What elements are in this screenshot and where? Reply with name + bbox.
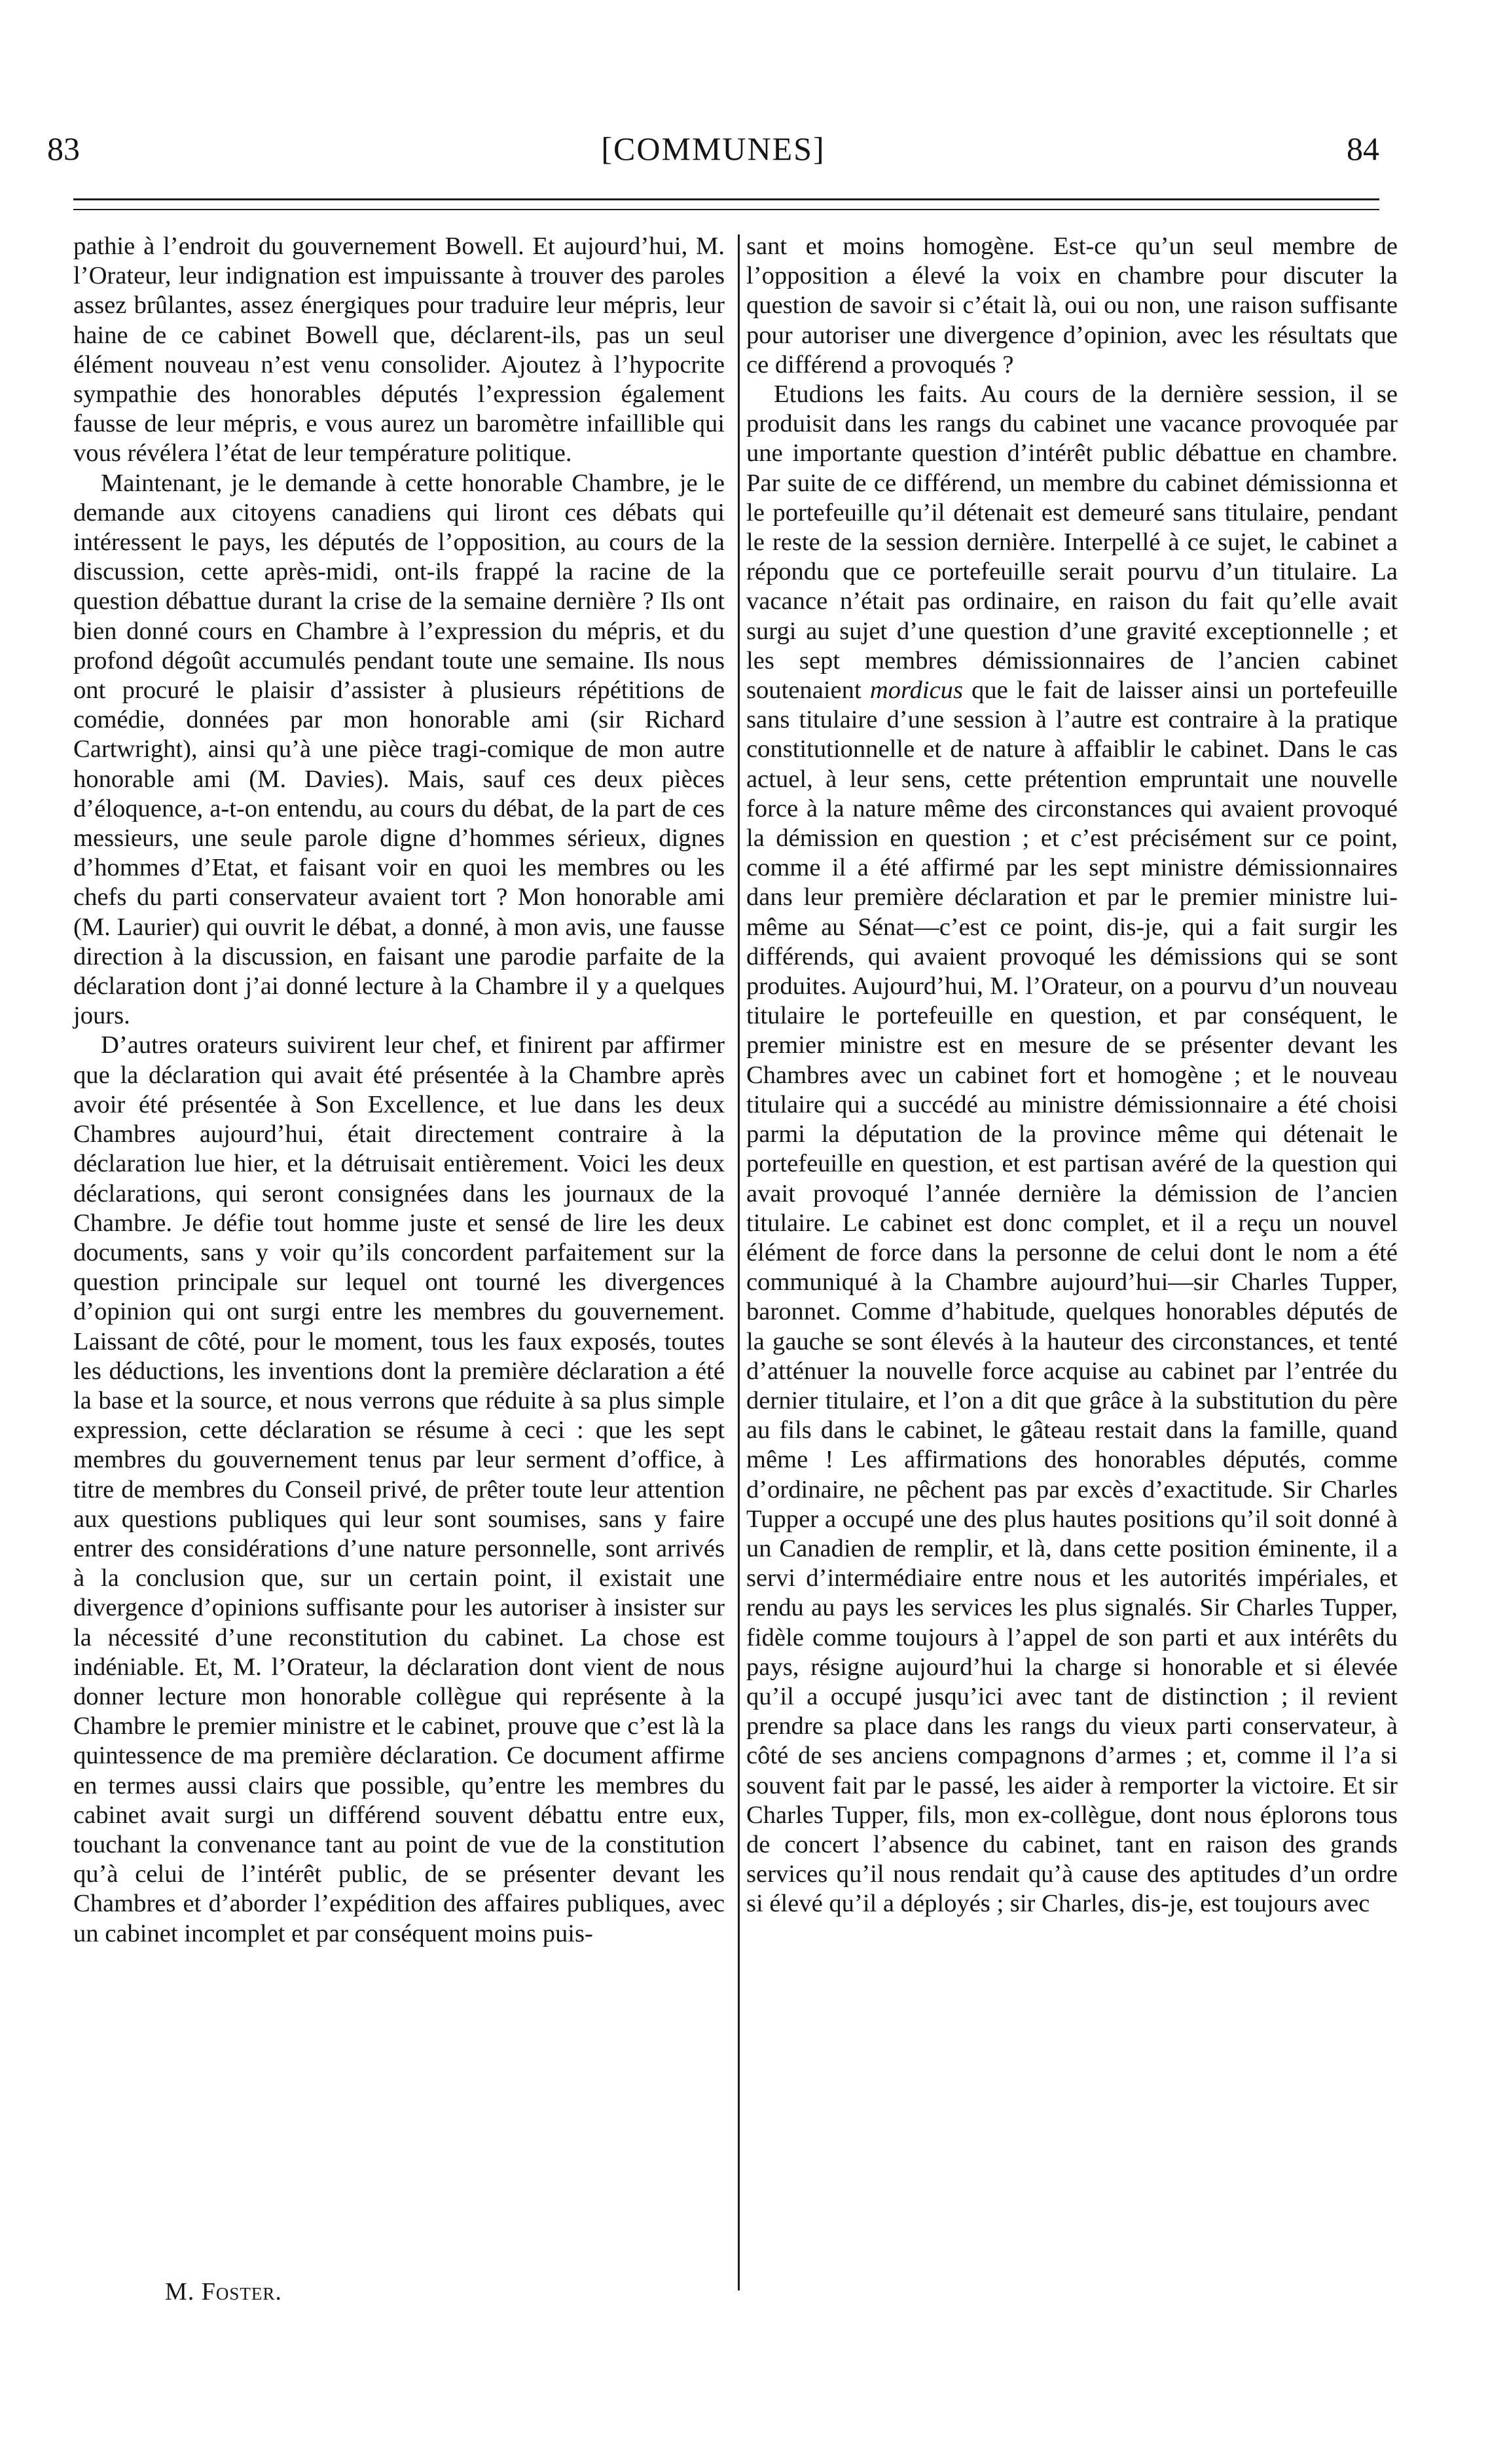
running-title: [COMMUNES] — [601, 130, 826, 167]
paragraph — [746, 380, 1398, 1919]
paragraph-text: que le fait de laisser ainsi un portefeuille sans titulaire d’une session à l’autre est contraire à la pratique constitutionnelle et de nature à affaiblir le cabinet. Dans le cas actuel, à leur sens, cette prétention empruntait une nouvelle force à la nature même des circonstances qui avaient provoqué la démission en question ; et c’est précisément sur ce point, comme il a été affirmé par les sept ministre démissionnaires dans leur première déclaration et par le premier ministre lui-même au Sénat—c’est ce point, dis-je, qui a fait surgir les différends, qui avaient provoqué les démissions qui se sont produites. Aujourd’hui, M. l’Orateur, on a pourvu d’un nouveau titulaire le portefeuille en question, et par conséquent, le premier ministre est en mesure de se présenter devant les Chambres avec un cabinet fort et homogène ; et le nouveau titulaire qui a succédé au ministre démissionnaire a été choisi parmi la députation de la province même qui détenait le portefeuille en question, et est partisan avéré de la question qui avait provoqué l’année dernière la démission de l’ancien titulaire. Le cabinet est donc complet, et il a reçu un nouvel élément de force dans la personne de celui dont le nom a été communiqué à la Chambre aujourd’hui—sir Charles Tupper, baronnet. Comme d’habitude, quelques honorables députés de la gauche se sont élevés à la hauteur des circonstances, et tenté d’atténuer la nouvelle force acquise au cabinet par l’entrée du dernier titulaire, et l’on a dit que grâce à la substitution du père au fils dans le cabinet, le gâteau restait dans la famille, quand même ! Les affirmations des honorables députés, comme d’ordinaire, ne pêchent pas par excès d’exactitude. Sir Charles Tupper a occupé une des plus hautes positions qu’il soit donné à un Canadien de remplir, et là, dans cette position éminente, il a servi d’intermédiaire entre nous et les autorités impériales, et rendu au pays les services les plus signalés. Sir Charles Tupper, fidèle comme toujours à l’appel de son parti et aux intérêts du pays, résigne aujourd’hui la charge si honorable et si élevée qu’il a occupé jusqu’ici avec tant de distinction ; il revient prendre sa place dans les rangs du vieux parti conservateur, à côté de ses anciens compagnons d’armes ; et, comme il l’a si souvent fait par le passé, les aider à remporter la victoire. Et sir Charles Tupper, fils, mon ex-collègue, dont nous éplorons tous de concert l’absence du cabinet, tant en raison des grands services qu’il nous rendait qu’à cause des aptitudes d’un ordre si élevé qu’il a déployés ; sir Charles, dis-je, est toujours avec — [746, 676, 1398, 1918]
speaker-name: M. Foster. — [165, 2278, 282, 2306]
header-rule-bottom — [73, 209, 1379, 210]
left-column — [73, 232, 725, 1949]
header-rule-top — [73, 198, 1379, 200]
speaker-signature — [165, 2277, 282, 2306]
paragraph: D’autres orateurs suivirent leur chef, et finirent par affirmer que la déclaration qui avait été présentée à la Chambre après avoir été présentée à Son Excellence, et lue dans les deux Chambres aujourd’hui, était directement contraire à la déclaration lue hier, et la détruisait entièrement. Voici les deux déclarations, qui seront consignées dans les journaux de la Chambre. Je défie tout homme juste et sensé de lire les deux documents, sans y voir qu’ils concordent parfaitement sur la question principale sur lequel ont tourné les divergences d’opinion qui ont surgi entre les membres du gouvernement. Laissant de côté, pour le moment, tous les faux exposés, toutes les déductions, les inventions dont la première déclaration a été la base et la source, et nous verrons que réduite à sa plus simple expression, cette déclaration se résume à ceci : que les sept membres du gouvernement tenus par leur serment d’office, à titre de membres du Conseil privé, de prêter toute leur attention aux questions publiques qui leur sont soumises, sans y faire entrer des considérations d’une nature personnelle, sont arrivés à la conclusion que, sur un certain point, il existait une divergence d’opinions suffisante pour les autoriser à insister sur la nécessité d’une reconstitution du cabinet. La chose est indéniable. Et, M. l’Orateur, la déclaration dont vient de nous donner lecture mon honorable collègue qui représente à la Chambre le premier ministre et le cabinet, prouve que c’est là la quintessence de ma première déclaration. Ce document affirme en termes aussi clairs que possible, qu’entre les membres du cabinet avait surgi un différend souvent débattu entre eux, touchant la convenance tant au point de vue de la constitution qu’à celui de l’intérêt public, de se présenter devant les Chambres et d’aborder l’expédition des affaires publiques, avec un cabinet incomplet et par conséquent moins puis- — [73, 1031, 725, 1947]
paragraph: Maintenant, je le demande à cette honorable Chambre, je le demande aux citoyens canadiens qui liront ces débats qui intéressent le pays, les députés de l’opposition, au cours de la discussion, cette après-midi, ont-ils frappé la racine de la question débattue durant la crise de la semaine dernière ? Ils ont bien donné cours en Chambre à l’expression du mépris, et du profond dégoût accumulés pendant toute une semaine. Ils nous ont procuré le plaisir d’assister à plusieurs répétitions de comédie, données par mon honorable ami (sir Richard Cartwright), ainsi qu’à une pièce tragi-comique de mon autre honorable ami (M. Davies). Mais, sauf ces deux pièces d’éloquence, a-t-on entendu, au cours du débat, de la part de ces messieurs, une seule parole digne d’hommes sérieux, dignes d’hommes d’Etat, et faisant voir en quoi les membres ou les chefs du parti conservateur avaient tort ? Mon honorable ami (M. Laurier) qui ouvrit le débat, a donné, à mon avis, une fausse direction à la discussion, en faisant une parodie parfaite de la déclaration dont j’ai donné lecture à la Chambre il y a quelques jours. — [73, 469, 725, 1030]
page-header — [47, 130, 1379, 182]
paragraph-text: Etudions les faits. Au cours de la dernière session, il se produisit dans les rangs du cabinet une vacance provoquée par une importante question d’intérêt public débattue en chambre. Par suite de ce différend, un membre du cabinet démissionna et le portefeuille qu’il détenait est demeuré sans titulaire, pendant le reste de la session dernière. Interpellé à ce sujet, le cabinet a répondu que ce portefeuille serait pourvu d’un titulaire. La vacance n’était pas ordinaire, en raison du fait qu’elle avait surgi au sujet d’une question d’une gravité exceptionnelle ; et les sept membres démissionnaires de l’ancien cabinet soutenaient — [746, 380, 1398, 705]
right-column — [746, 232, 1398, 1919]
paragraph: sant et moins homogène. Est-ce qu’un seul membre de l’opposition a élevé la voix en chambre pour discuter la question de savoir si c’était là, oui ou non, une raison suffisante pour autoriser une divergence d’opinion, avec les résultats que ce différend a provoqués ? — [746, 232, 1398, 378]
column-divider — [738, 234, 740, 2290]
italic-term: mordicus — [869, 676, 963, 705]
page-number-right: 84 — [1347, 130, 1379, 167]
page-number-left: 83 — [47, 130, 80, 167]
paragraph: pathie à l’endroit du gouvernement Bowell. Et aujourd’hui, M. l’Orateur, leur indignation est impuissante à trouver des paroles assez brûlantes, assez énergiques pour traduire leur mépris, leur haine de ce cabinet Bowell que, déclarent-ils, pas un seul élément nouveau n’est venu consolider. Ajoutez à l’hypocrite sympathie des honorables députés l’expression également fausse de leur mépris, e vous aurez un baromètre infaillible qui vous révélera l’état de leur température politique. — [73, 232, 725, 468]
